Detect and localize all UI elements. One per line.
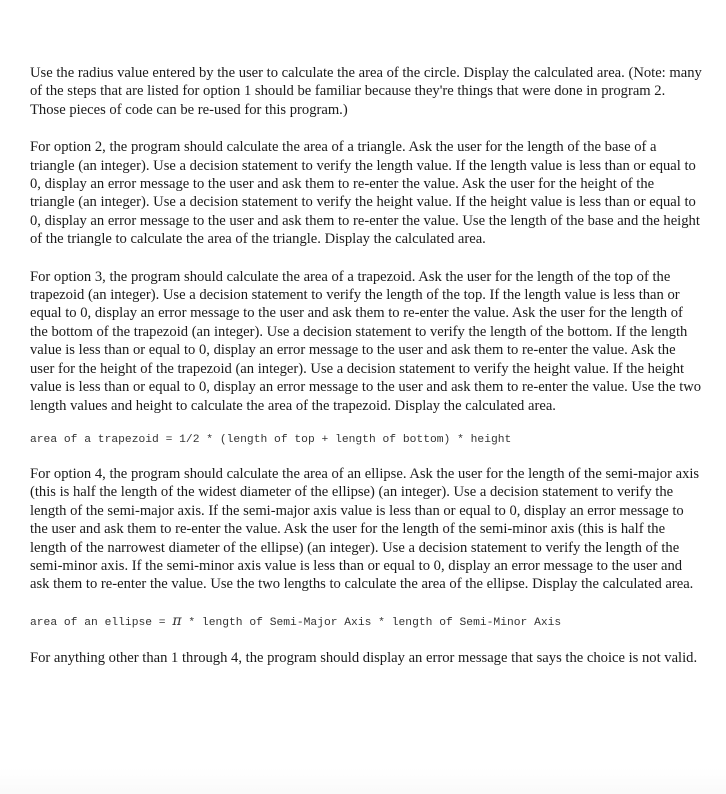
paragraph-circle-area: Use the radius value entered by the user to calculate the area of the circle. Display the calculated area. (Note: many of the steps that are listed for option 1 should be familiar because they're things that were done in program 2. Those pieces of code can be re-used for this program.): [30, 65, 702, 118]
document-page: [30, 64, 702, 667]
page-bottom-shadow: [0, 768, 726, 794]
formula-ellipse-suffix: * length of Semi-Major Axis * length of Semi-Minor Axis: [181, 616, 562, 629]
paragraph-invalid-choice: For anything other than 1 through 4, the program should display an error message that says the choice is not valid.: [30, 649, 698, 666]
pi-symbol: π: [172, 612, 182, 629]
formula-ellipse-prefix: area of an ellipse =: [30, 616, 173, 629]
formula-ellipse: [30, 612, 702, 632]
paragraph-option-2-triangle: For option 2, the program should calculate the area of a triangle. Ask the user for the length of the base of a triangle (an integer). Use a decision statement to verify the length value. If the length value is less than or equal to 0, display an error message to the user and ask them to re-enter the value. Ask the user for the height of the triangle (an integer). Use a decision statement to verify the height value. If the height value is less than or equal to 0, display an error message to the user and ask them to re-enter the value. Use the length of the base and the height of the triangle to calculate the area of the triangle. Display the calculated area.: [30, 139, 700, 248]
formula-trapezoid: area of a trapezoid = 1/2 * (length of top + length of bottom) * height: [30, 433, 512, 446]
paragraph-option-3-trapezoid: For option 3, the program should calculate the area of a trapezoid. Ask the user for the length of the top of the trapezoid (an integer). Use a decision statement to verify the length of the top. If the length value is less than or equal to 0, display an error message to the user and ask them to re-enter the value. Ask the user for the length of the bottom of the trapezoid (an integer). Use a decision statement to verify the length of the bottom. If the length value is less than or equal to 0, display an error message to the user and ask them to re-enter the value. Ask the user for the height of the trapezoid (an integer). Use a decision statement to verify the height value. If the height value is less than or equal to 0, display an error message to the user and ask them to re-enter the value. Use the two length values and height to calculate the area of the trapezoid. Display the calculated area.: [30, 268, 702, 414]
paragraph-option-4-ellipse: For option 4, the program should calculate the area of an ellipse. Ask the user for the length of the semi-major axis (this is half the length of the widest diameter of the ellipse) (an integer). Use a decision statement to verify the length of the semi-major axis. If the semi-major axis value is less than or equal to 0, display an error message to the user and ask them to re-enter the value. Ask the user for the length of the semi-minor axis (this is half the length of the narrowest diameter of the ellipse) (an integer). Use a decision statement to verify the length of the semi-minor axis. If the semi-minor axis value is less than or equal to 0, display an error message to the user and ask them to re-enter the value. Use the two lengths to calculate the area of the ellipse. Display the calculated area.: [30, 465, 700, 593]
